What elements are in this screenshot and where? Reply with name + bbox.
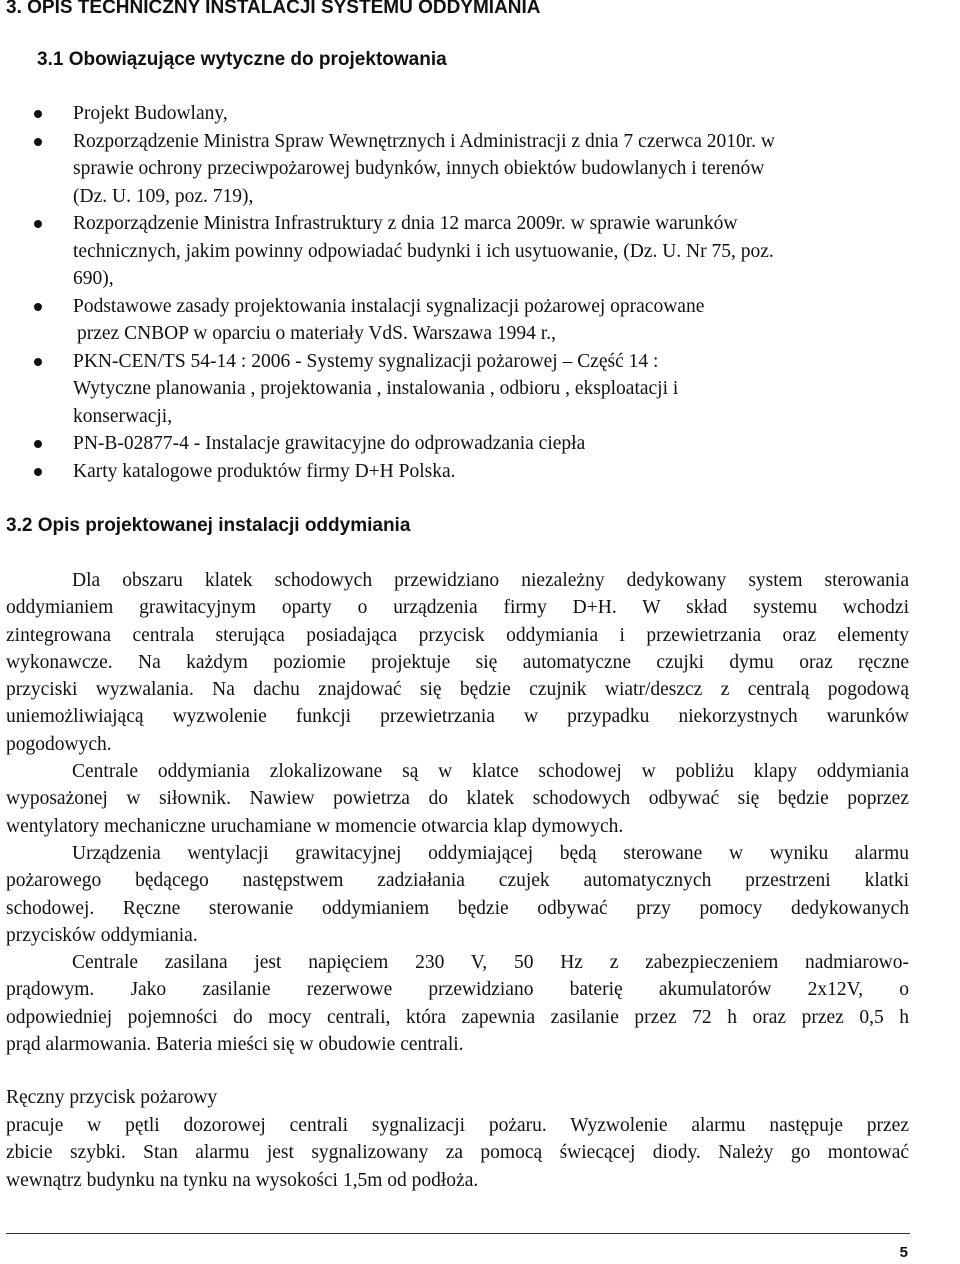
paragraph bbox=[6, 567, 909, 758]
paragraph-line: Centrale zasilana jest napięciem 230 V, 50 Hz z zabezpieczeniem nadmiarowo- bbox=[72, 952, 909, 974]
paragraph-line: prąd alarmowania. Bateria mieści się w obudowie centrali. bbox=[6, 1034, 464, 1056]
list-item-line: konserwacji, bbox=[73, 405, 173, 427]
list-item bbox=[0, 210, 911, 293]
list-item-line: Rozporządzenie Ministra Spraw Wewnętrznych i Administracji z dnia 7 czerwca 2010r. w bbox=[73, 130, 776, 152]
paragraph-line: pracuje w pętli dozorowej centrali sygnalizacji pożaru. Wyzwolenie alarmu następuje przez bbox=[6, 1115, 909, 1136]
section-title: 3. OPIS TECHNICZNY INSTALACJI SYSTEMU ODDYMIANIA bbox=[6, 0, 541, 18]
list-item-line: Podstawowe zasady projektowania instalacji sygnalizacji pożarowej opracowane bbox=[73, 295, 705, 317]
paragraph bbox=[6, 840, 909, 949]
paragraph-line: zintegrowana centrala sterująca posiadająca przycisk oddymiania i przewietrzania oraz elementy bbox=[6, 624, 909, 646]
list-item-line: Karty katalogowe produktów firmy D+H Polska. bbox=[73, 460, 456, 482]
list-item bbox=[0, 430, 911, 458]
page-number: 5 bbox=[899, 1244, 908, 1261]
paragraph-line: pożarowego będącego następstwem zadziałania czujek automatycznych przestrzeni klatki bbox=[6, 870, 909, 892]
manual-call-point-body bbox=[6, 1112, 909, 1194]
paragraph-line: pogodowych. bbox=[6, 733, 112, 755]
paragraph-line: wykonawcze. Na każdym poziomie projektuje się automatyczne czujki dymu oraz ręczne bbox=[6, 651, 909, 673]
list-item-line: (Dz. U. 109, poz. 719), bbox=[73, 185, 254, 207]
footer-divider bbox=[6, 1233, 910, 1234]
paragraph-line: schodowej. Ręczne sterowanie oddymianiem będzie odbywać przy pomocy dedykowanych bbox=[6, 897, 909, 919]
guidelines-list bbox=[0, 100, 911, 485]
subsection-title-description: 3.2 Opis projektowanej instalacji oddymiania bbox=[6, 515, 411, 536]
paragraph-line: wentylatory mechaniczne uruchamiane w momencie otwarcia klap dymowych. bbox=[6, 815, 624, 837]
subsection-title-guidelines: 3.1 Obowiązujące wytyczne do projektowania bbox=[37, 49, 447, 70]
description-body bbox=[6, 567, 909, 1058]
list-item-line: Rozporządzenie Ministra Infrastruktury z dnia 12 marca 2009r. w sprawie warunków bbox=[73, 213, 738, 234]
list-item-line: PN-B-02877-4 - Instalacje grawitacyjne do odprowadzania ciepła bbox=[73, 433, 586, 454]
paragraph-line: Centrale oddymiania zlokalizowane są w klatce schodowej w pobliżu klapy oddymiania bbox=[72, 761, 909, 783]
list-item-line: PKN-CEN/TS 54-14 : 2006 - Systemy sygnalizacji pożarowej – Część 14 : bbox=[73, 350, 659, 372]
list-item-line: Projekt Budowlany, bbox=[73, 103, 228, 124]
list-item-line: technicznych, jakim powinny odpowiadać budynki i ich usytuowanie, (Dz. U. Nr 75, poz. bbox=[73, 240, 774, 262]
paragraph-line: wyposażonej w siłownik. Nawiew powietrza do klatek schodowych odbywać się będzie poprzez bbox=[6, 788, 909, 810]
manual-call-point-title: Ręczny przycisk pożarowy bbox=[6, 1087, 218, 1108]
paragraph bbox=[6, 949, 909, 1058]
paragraph-line: odpowiedniej pojemności do mocy centrali, która zapewnia zasilanie przez 72 h oraz przez 0,5 h bbox=[6, 1006, 909, 1028]
list-item-line: sprawie ochrony przeciwpożarowej budynków, innych obiektów budowlanych i terenów bbox=[73, 158, 765, 179]
paragraph bbox=[6, 758, 909, 840]
paragraph-line: prądowym. Jako zasilanie rezerwowe przewidziano baterię akumulatorów 2x12V, o bbox=[6, 979, 909, 1001]
list-item-line: Wytyczne planowania , projektowania , instalowania , odbioru , eksploatacji i bbox=[73, 378, 679, 399]
list-item bbox=[0, 128, 911, 211]
paragraph-line: uniemożliwiającą wyzwolenie funkcji przewietrzania w przypadku niekorzystnych warunków bbox=[6, 706, 909, 728]
paragraph-line: wewnątrz budynku na tynku na wysokości 1,5m od podłoża. bbox=[6, 1169, 479, 1191]
list-item bbox=[0, 348, 911, 431]
list-item bbox=[0, 293, 911, 348]
list-item-line: przez CNBOP w oparciu o materiały VdS. Warszawa 1994 r., bbox=[77, 323, 556, 344]
list-item-line: 690), bbox=[73, 268, 114, 289]
paragraph-line: zbicie szybki. Stan alarmu jest sygnalizowany za pomocą świecącej diody. Należy go montować bbox=[6, 1142, 909, 1164]
paragraph-line: przycisków oddymiania. bbox=[6, 924, 198, 946]
paragraph-line: Urządzenia wentylacji grawitacyjnej oddymiającej będą sterowane w wyniku alarmu bbox=[72, 842, 909, 864]
list-item bbox=[0, 100, 911, 128]
paragraph-line: Dla obszaru klatek schodowych przewidziano niezależny dedykowany system sterowania bbox=[72, 570, 909, 591]
list-item bbox=[0, 458, 911, 486]
paragraph-line: przyciski wyzwalania. Na dachu znajdować się będzie czujnik wiatr/deszcz z centralą pogodową bbox=[6, 679, 909, 701]
paragraph-line: oddymianiem grawitacyjnym oparty o urządzenia firmy D+H. W skład systemu wchodzi bbox=[6, 597, 909, 619]
